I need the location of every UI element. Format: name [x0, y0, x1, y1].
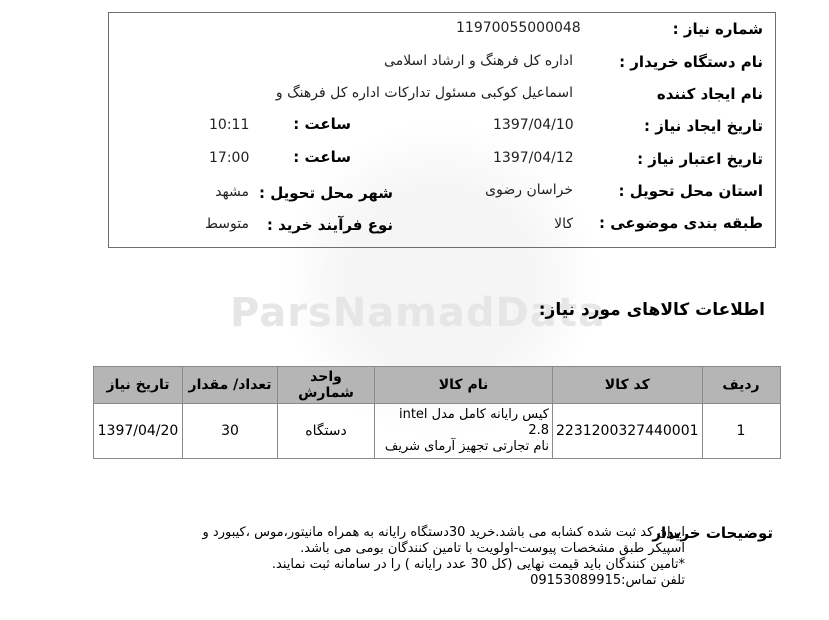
city-label: شهر محل تحویل : [258, 184, 393, 202]
buyer-org-label: نام دستگاه خریدار : [619, 53, 763, 71]
buyer-org-value: اداره کل فرهنگ و ارشاد اسلامی [384, 53, 573, 69]
cell-code[interactable]: 2231200327440001 [553, 404, 703, 459]
cell-index: 1 [702, 404, 780, 459]
items-table-header [94, 367, 781, 404]
category-label: طبقه بندی موضوعی : [599, 214, 763, 232]
need-number-label: شماره نیاز : [672, 20, 763, 38]
creator-value: اسماعیل کوکبی مسئول تدارکات اداره کل فرهنگ و [275, 85, 573, 101]
process-label: نوع فرآیند خرید : [266, 216, 393, 234]
cell-name [375, 404, 553, 459]
validity-time-value: 17:00 [209, 150, 250, 166]
province-label: استان محل تحویل : [618, 182, 763, 200]
table-row [94, 404, 781, 459]
header-name: نام کالا [375, 367, 553, 404]
buyer-notes-line2: اسپیکر طبق مشخصات پیوست-اولویت با تامین کنندگان بومی می باشد. [300, 541, 685, 556]
buyer-notes-line4: تلفن تماس:09153089915 [530, 573, 685, 588]
cell-date: 1397/04/20 [94, 404, 183, 459]
cell-name-line2: نام تجارتی تجهیز آرمای شریف [384, 439, 549, 454]
province-value: خراسان رضوی [485, 182, 573, 198]
buyer-notes-label: توضیحات خریدار [652, 524, 773, 542]
watermark-text: ParsNamadData [230, 290, 606, 336]
cell-unit: دستگاه [278, 404, 375, 459]
validity-date-label: تاریخ اعتبار نیاز : [637, 150, 763, 168]
validity-time-label: ساعت : [293, 148, 351, 166]
process-value: متوسط [205, 216, 249, 232]
validity-date-value: 1397/04/12 [493, 150, 574, 166]
cell-name-line1: کیس رایانه کامل مدل intel 2.8 [398, 407, 549, 438]
items-table [93, 366, 781, 459]
buyer-notes-line3: *تامین کنندگان باید قیمت نهایی (کل 30 عدد رایانه ) را در سامانه ثبت نمایند. [271, 557, 685, 572]
creation-time-label: ساعت : [293, 115, 351, 133]
creator-label: نام ایجاد کننده [656, 85, 763, 103]
header-date: تاریخ نیاز [94, 367, 183, 404]
city-value: مشهد [215, 184, 249, 200]
items-section-title: اطلاعات کالاهای مورد نیاز: [538, 300, 765, 320]
header-index: ردیف [702, 367, 780, 404]
header-code: کد کالا [553, 367, 703, 404]
buyer-notes-text [85, 525, 685, 589]
need-number-value[interactable]: 11970055000048 [456, 20, 581, 36]
category-value: کالا [554, 216, 573, 232]
header-quantity: تعداد/ مقدار [183, 367, 278, 404]
creation-date-label: تاریخ ایجاد نیاز : [644, 117, 763, 135]
buyer-notes-line1: ایران کد ثبت شده کشابه می باشد.خرید 30دستگاه رایانه به همراه مانیتور،موس ،کیبورد و [202, 525, 685, 540]
cell-quantity: 30 [183, 404, 278, 459]
creation-time-value: 10:11 [209, 117, 250, 133]
creation-date-value: 1397/04/10 [493, 117, 574, 133]
header-unit: واحد شمارش [278, 367, 375, 404]
